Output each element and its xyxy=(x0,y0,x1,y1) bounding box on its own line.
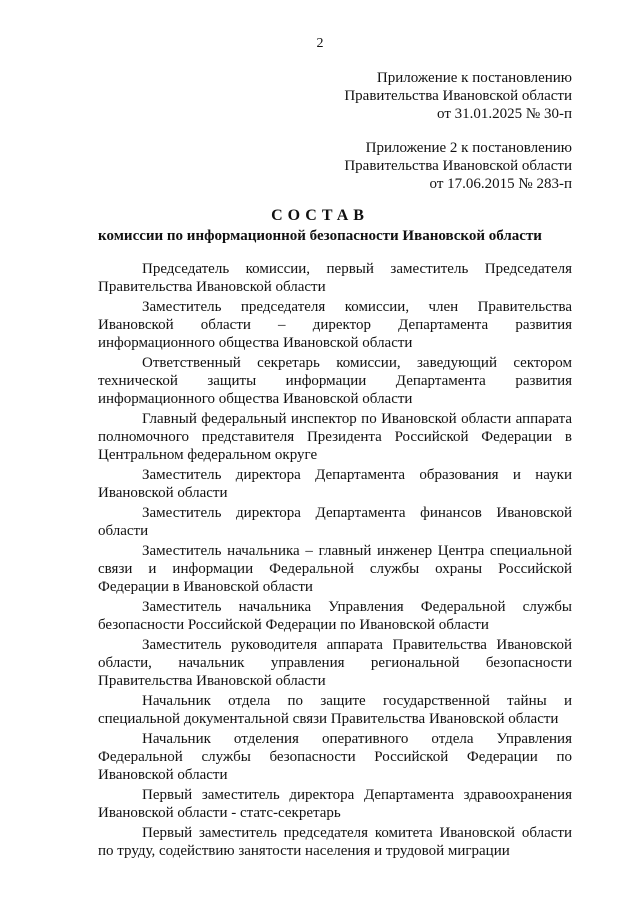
commission-members-list xyxy=(98,260,572,862)
annex-current-line1: Приложение к постановлению xyxy=(376,70,572,86)
member-item: Заместитель председателя комиссии, член Правительства Ивановской области – директор Департамента развития информационного общества Ивановской области xyxy=(98,299,572,351)
annex-original-line2: Правительства Ивановской области xyxy=(344,158,572,174)
member-item: Заместитель руководителя аппарата Правительства Ивановской области, начальник управления региональной безопасности Правительства Ивановской области xyxy=(98,637,572,689)
member-item: Начальник отделения оперативного отдела Управления Федеральной службы безопасности Российской Федерации по Ивановской области xyxy=(98,731,572,783)
annex-current-line2: Правительства Ивановской области xyxy=(344,88,572,104)
member-item: Заместитель начальника – главный инженер Центра специальной связи и информации Федеральной службы охраны Российской Федерации в Ивановской области xyxy=(98,543,572,595)
annex-original-header xyxy=(344,139,572,193)
member-item: Ответственный секретарь комиссии, заведующий сектором технической защиты информации Департамента развития информационного общества Ивановской области xyxy=(98,355,572,407)
annex-original-line3: от 17.06.2015 № 283-п xyxy=(429,176,572,192)
member-item: Председатель комиссии, первый заместитель Председателя Правительства Ивановской области xyxy=(98,261,572,295)
member-item: Заместитель директора Департамента образования и науки Ивановской области xyxy=(98,467,572,501)
annex-original-line1: Приложение 2 к постановлению xyxy=(365,140,572,156)
document-subtitle: комиссии по информационной безопасности Ивановской области xyxy=(98,228,542,244)
page-number: 2 xyxy=(316,36,324,51)
member-item: Главный федеральный инспектор по Ивановской области аппарата полномочного представителя Президента Российской Федерации в Центральном федеральном округе xyxy=(98,411,572,463)
member-item: Заместитель начальника Управления Федеральной службы безопасности Российской Федерации по Ивановской области xyxy=(98,599,572,633)
document-title: СОСТАВ xyxy=(271,207,369,224)
member-item: Заместитель директора Департамента финансов Ивановской области xyxy=(98,505,572,539)
member-item: Первый заместитель председателя комитета Ивановской области по труду, содействию занятости населения и трудовой миграции xyxy=(98,825,572,859)
member-item: Первый заместитель директора Департамента здравоохранения Ивановской области - статс-секретарь xyxy=(98,787,572,821)
member-item: Начальник отдела по защите государственной тайны и специальной документальной связи Правительства Ивановской области xyxy=(98,693,572,727)
annex-current-line3: от 31.01.2025 № 30-п xyxy=(437,106,572,122)
annex-current-header xyxy=(344,69,572,123)
